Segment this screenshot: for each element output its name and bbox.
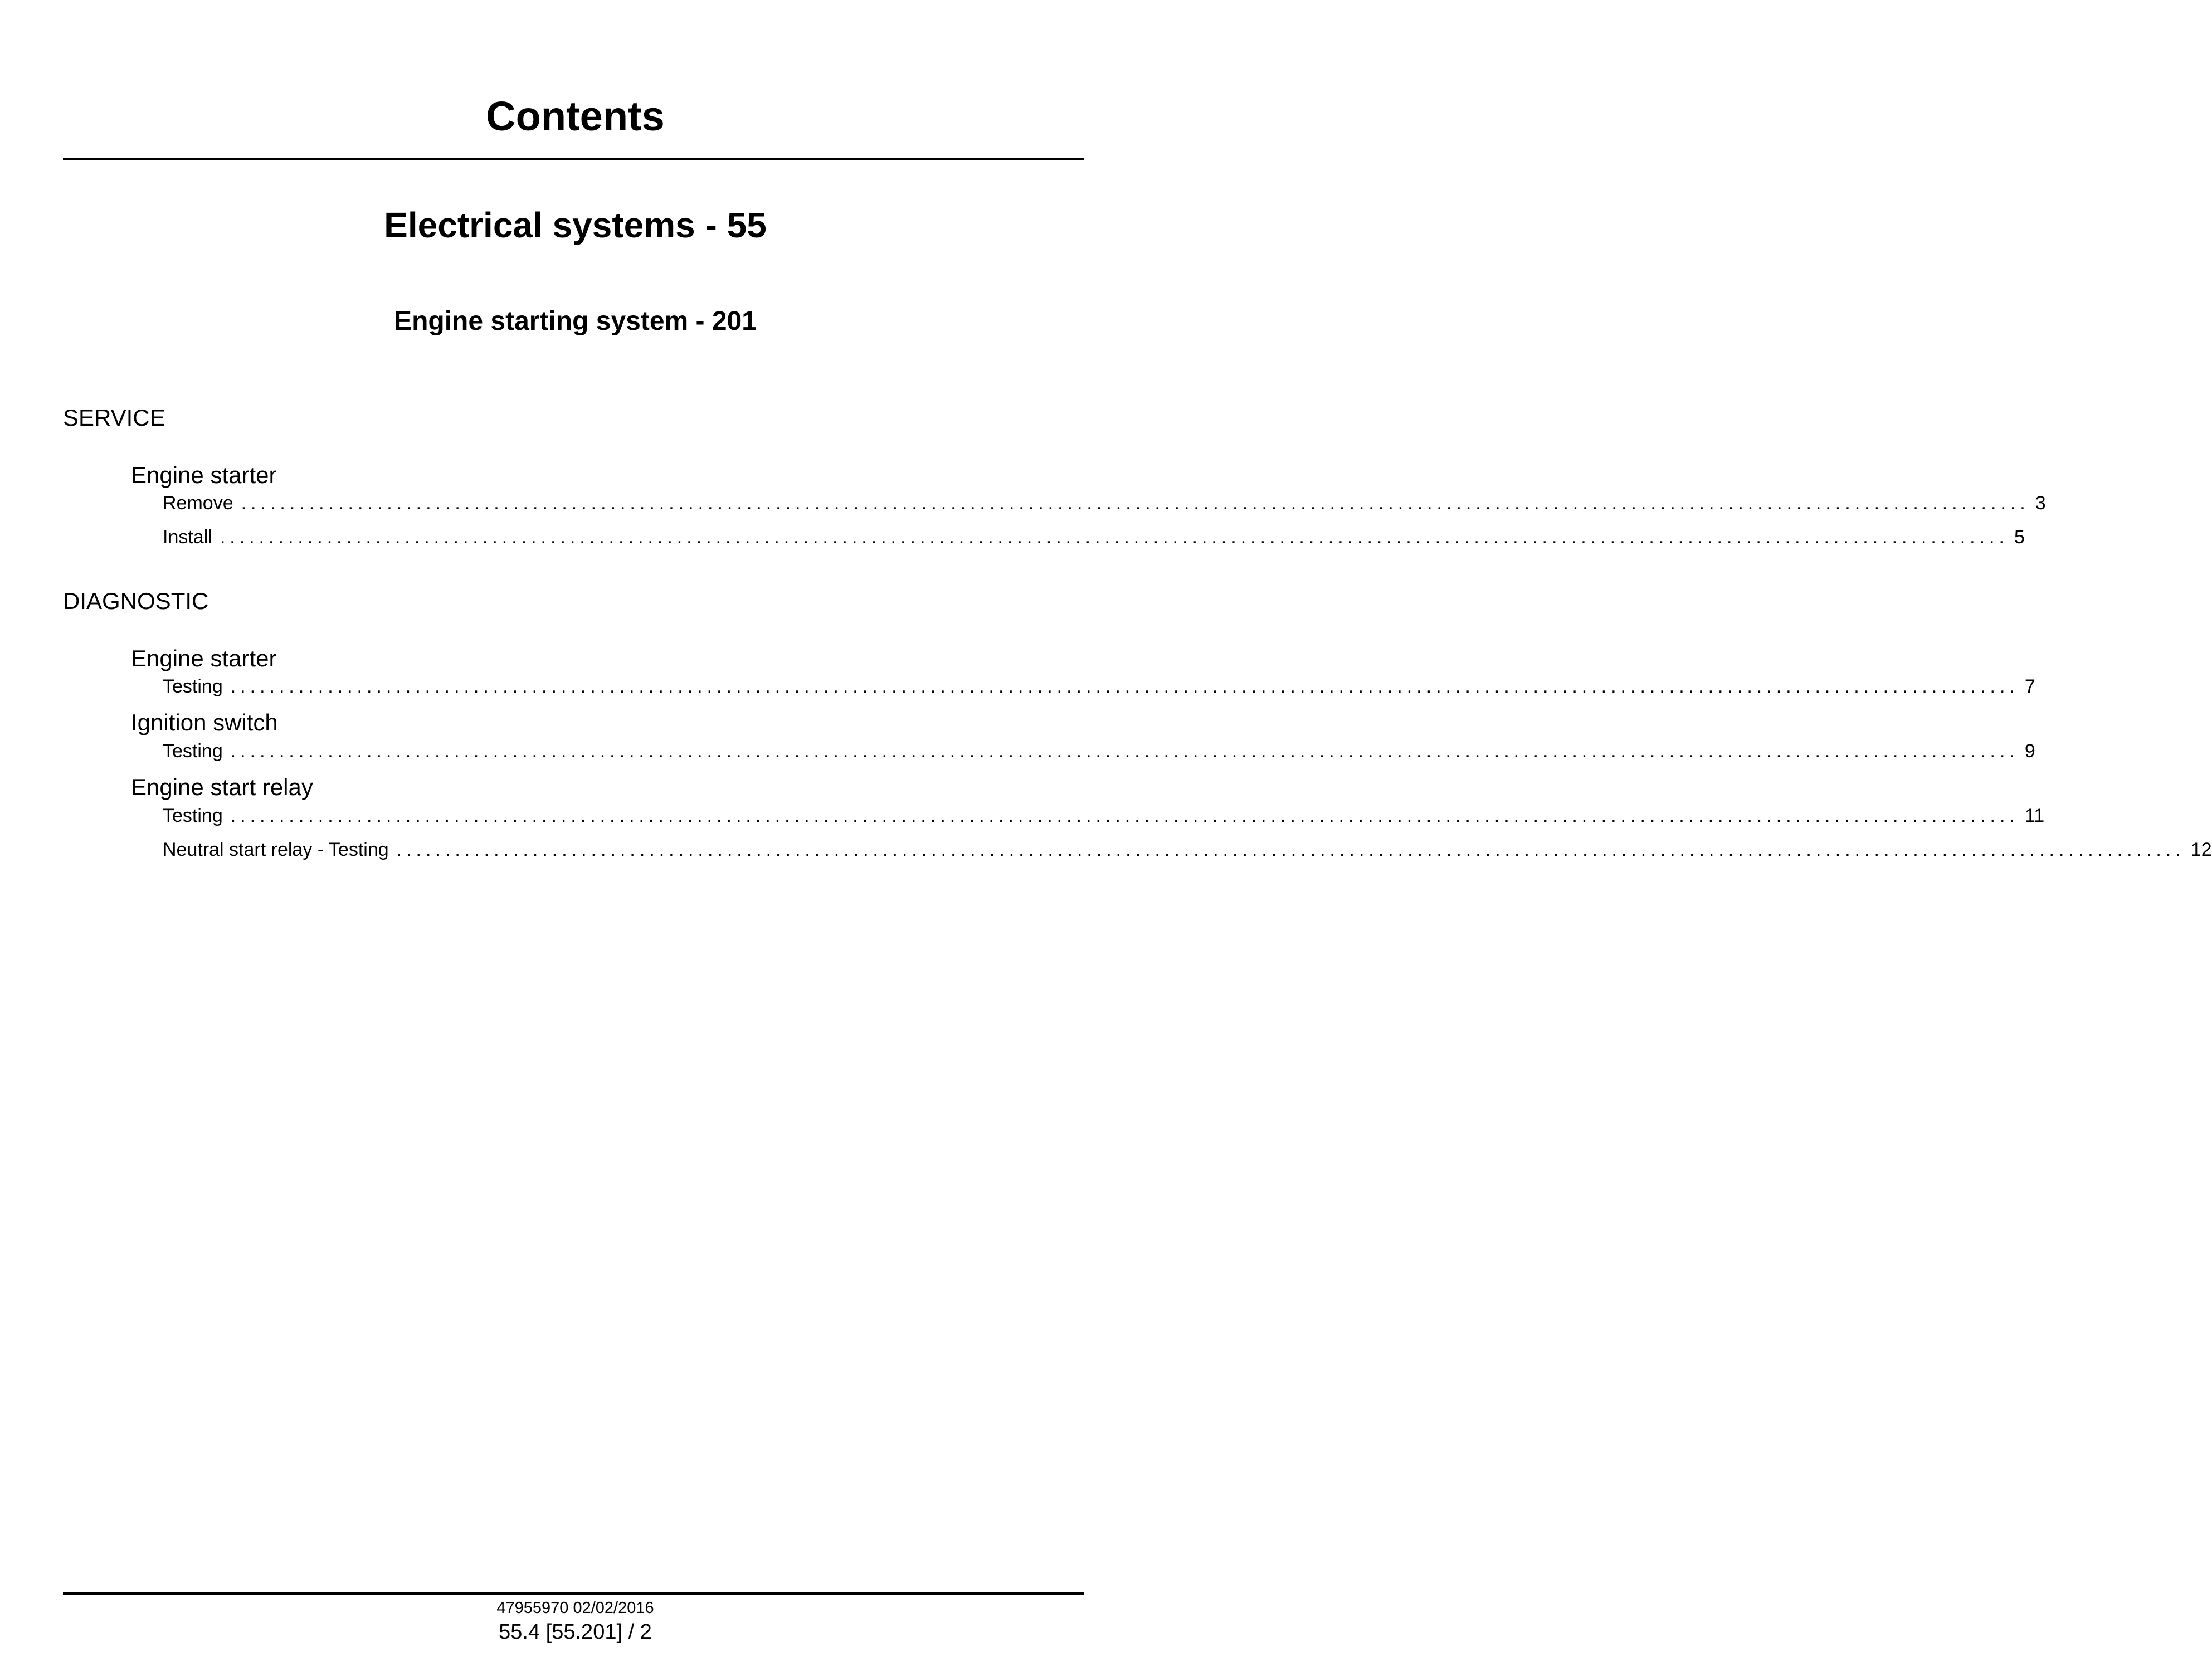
page-title: Contents — [486, 93, 665, 139]
dot-leader: ........................................................................................................................................................................................ — [230, 676, 2019, 697]
toc-entry[interactable] — [163, 738, 2035, 762]
toc-entry-label: Neutral start relay - Testing — [163, 839, 389, 860]
toc-entry-page: 11 — [2024, 805, 2045, 826]
topic-title: Engine starter — [131, 645, 277, 671]
footer-page-ref: 55.4 [55.201] / 2 — [499, 1620, 652, 1644]
toc-entry-page: 9 — [2024, 740, 2035, 762]
title-rule — [63, 158, 1084, 160]
toc-entry-label: Install — [163, 527, 212, 548]
toc-entry-label: Testing — [163, 740, 223, 762]
group-label: DIAGNOSTIC — [63, 588, 209, 614]
toc-entry[interactable] — [163, 524, 2025, 548]
dot-leader: ........................................................................................................................................................................................ — [241, 493, 2030, 514]
toc-entry-page: 5 — [2014, 527, 2025, 548]
topic-title: Engine starter — [131, 462, 277, 488]
dot-leader: ........................................................................................................................................................................................ — [396, 839, 2185, 860]
toc-entry-page: 12 — [2190, 839, 2212, 860]
toc-entry-label: Testing — [163, 805, 223, 826]
chapter-heading: Electrical systems - 55 — [384, 205, 767, 245]
toc-entry[interactable] — [163, 803, 2045, 826]
toc-entry-label: Remove — [163, 493, 233, 514]
toc-entry[interactable] — [163, 490, 2046, 514]
dot-leader: ........................................................................................................................................................................................ — [230, 805, 2019, 826]
toc-entry[interactable] — [163, 674, 2035, 697]
topic-title: Engine start relay — [131, 774, 313, 800]
toc-entry-page: 3 — [2035, 493, 2046, 514]
footer-doc-number: 47955970 02/02/2016 — [496, 1599, 654, 1617]
dot-leader: ........................................................................................................................................................................................ — [230, 740, 2019, 762]
topic-title: Ignition switch — [131, 709, 278, 735]
toc-entry[interactable] — [163, 837, 2212, 860]
group-label: SERVICE — [63, 405, 165, 431]
dot-leader: ........................................................................................................................................................................................ — [220, 527, 2009, 548]
section-heading: Engine starting system - 201 — [394, 306, 757, 336]
toc-entry-label: Testing — [163, 676, 223, 697]
footer-rule — [63, 1592, 1084, 1595]
toc-entry-page: 7 — [2024, 676, 2035, 697]
